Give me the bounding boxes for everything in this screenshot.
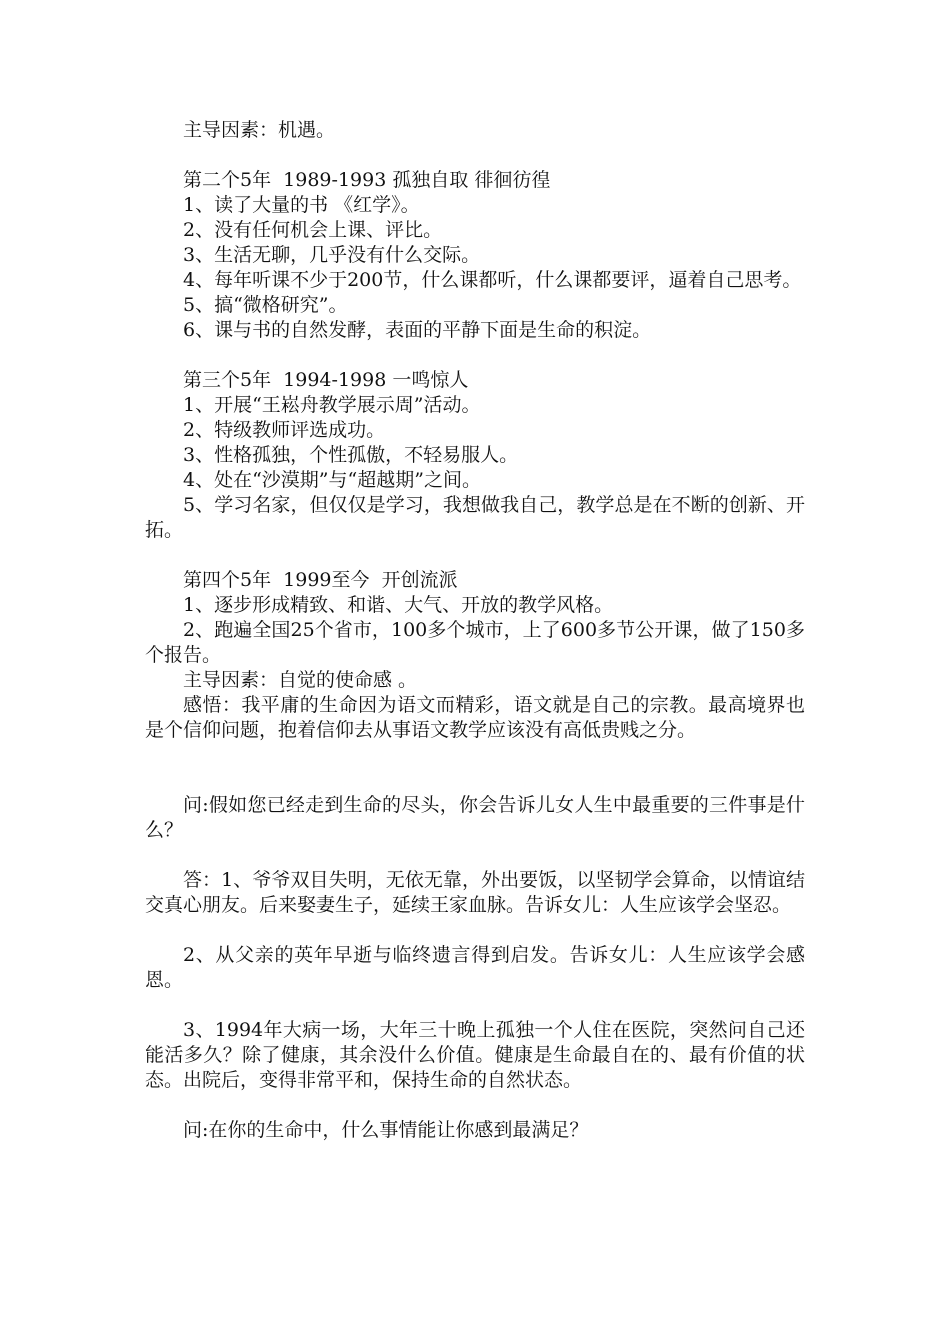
question: 问:假如您已经走到生命的尽头，你会告诉儿女人生中最重要的三件事是什么？ — [145, 794, 805, 841]
list-item: 3、性格孤独，个性孤傲，不轻易服人。 — [183, 444, 519, 466]
paragraph: 主导因素：机遇。 — [183, 119, 336, 141]
list-item: 1、开展“王崧舟教学展示周”活动。 — [183, 394, 481, 416]
list-item: 2、没有任何机会上课、评比。 — [183, 219, 443, 241]
list-item: 4、处在“沙漠期”与“超越期”之间。 — [183, 469, 481, 491]
answer: 2、从父亲的英年早逝与临终遗言得到启发。告诉女儿：人生应该学会感恩。 — [145, 944, 805, 991]
blank-line — [145, 543, 805, 568]
document-body — [145, 118, 805, 1143]
blank-line — [145, 143, 805, 168]
section-heading: 第四个5年 1999至今 开创流派 — [183, 569, 458, 591]
list-item: 3、生活无聊，几乎没有什么交际。 — [183, 244, 481, 266]
answer: 答：1、爷爷双目失明，无依无靠，外出要饭，以坚韧学会算命，以情谊结交真心朋友。后来娶妻生子，延续王家血脉。告诉女儿：人生应该学会坚忍。 — [145, 869, 805, 916]
blank-line — [145, 1093, 805, 1118]
blank-line — [145, 343, 805, 368]
list-item: 5、搞“微格研究”。 — [183, 294, 348, 316]
blank-line — [145, 918, 805, 943]
section-heading: 第三个5年 1994-1998 一鸣惊人 — [183, 369, 469, 391]
blank-line — [145, 743, 805, 793]
list-item: 4、每年听课不少于200节，什么课都听，什么课都要评，逼着自己思考。 — [183, 269, 802, 291]
list-item: 2、跑遍全国25个省市，100多个城市，上了600多节公开课，做了150多个报告。 — [145, 619, 805, 666]
list-item: 1、逐步形成精致、和谐、大气、开放的教学风格。 — [183, 594, 614, 616]
section-heading: 第二个5年 1989-1993 孤独自取 徘徊彷徨 — [183, 169, 551, 191]
list-item: 6、课与书的自然发酵，表面的平静下面是生命的积淀。 — [183, 319, 652, 341]
list-item: 5、学习名家，但仅仅是学习，我想做我自己，教学总是在不断的创新、开拓。 — [145, 494, 805, 541]
question: 问:在你的生命中，什么事情能让你感到最满足？ — [183, 1119, 589, 1141]
paragraph: 主导因素：自觉的使命感 。 — [183, 669, 418, 691]
paragraph: 感悟：我平庸的生命因为语文而精彩，语文就是自己的宗教。最高境界也是个信仰问题，抱着信仰去从事语文教学应该没有高低贵贱之分。 — [145, 694, 805, 741]
list-item: 2、特级教师评选成功。 — [183, 419, 386, 441]
blank-line — [145, 843, 805, 868]
blank-line — [145, 993, 805, 1018]
list-item: 1、读了大量的书 《红学》。 — [183, 194, 420, 216]
answer: 3、1994年大病一场，大年三十晚上孤独一个人住在医院，突然问自己还能活多久？除了健康，其余没什么价值。健康是生命最自在的、最有价值的状态。出院后，变得非常平和，保持生命的自然状态。 — [145, 1019, 805, 1091]
